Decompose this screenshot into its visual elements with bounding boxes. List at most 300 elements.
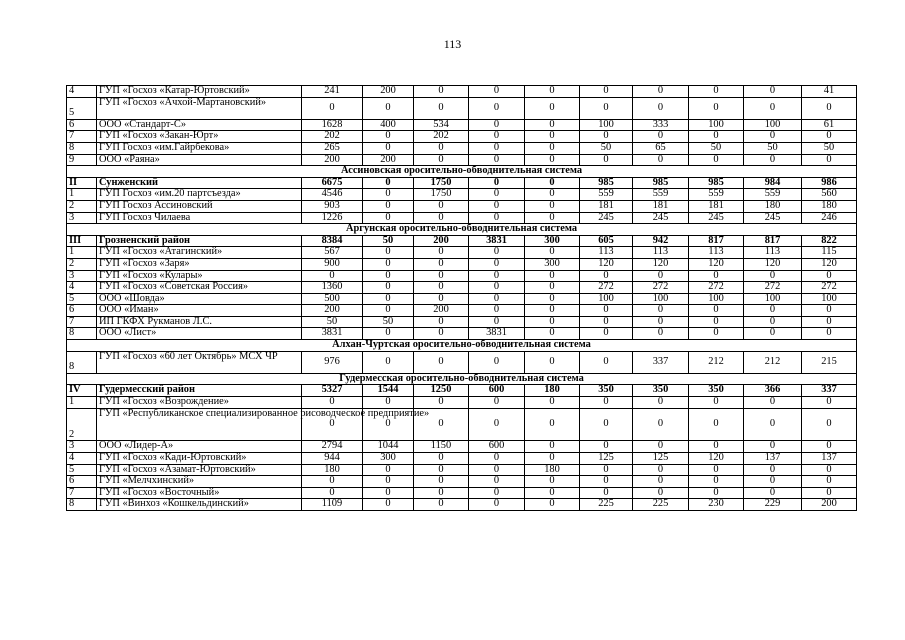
value-cell: 100 <box>689 119 744 131</box>
value-cell: 0 <box>469 86 525 98</box>
value-cell: 0 <box>689 476 744 488</box>
table-row <box>67 351 857 373</box>
section-header-row <box>67 340 857 352</box>
value-cell: 200 <box>302 305 363 317</box>
value-cell: 0 <box>469 464 525 476</box>
value-cell: 0 <box>469 305 525 317</box>
value-cell: 0 <box>744 328 802 340</box>
value-cell: 200 <box>302 154 363 166</box>
value-cell: 120 <box>633 258 689 270</box>
value-cell: 0 <box>802 316 857 328</box>
value-cell: 0 <box>414 328 469 340</box>
value-cell: 0 <box>633 476 689 488</box>
value-cell: 113 <box>633 247 689 259</box>
table-row <box>67 119 857 131</box>
value-cell: 0 <box>469 247 525 259</box>
enterprise-name: ГУП «Госхоз «Атагинский» <box>97 247 302 259</box>
enterprise-name: ГУП «Госхоз «Возрождение» <box>97 397 302 409</box>
value-cell: 0 <box>802 328 857 340</box>
value-cell: 0 <box>469 408 525 441</box>
value-cell: 0 <box>302 397 363 409</box>
table-row <box>67 408 857 441</box>
value-cell: 985 <box>689 177 744 189</box>
enterprise-name: ИП ГКФХ Рукманов Л.С. <box>97 316 302 328</box>
value-cell: 0 <box>580 328 633 340</box>
table-row <box>67 142 857 154</box>
value-cell: 0 <box>363 258 414 270</box>
value-cell: 0 <box>525 282 580 294</box>
row-number: 2 <box>67 200 97 212</box>
value-cell: 3831 <box>302 328 363 340</box>
enterprise-name: ГУП «Госхоз «Ачхой-Мартановский» <box>97 97 302 119</box>
value-cell: 0 <box>414 200 469 212</box>
value-cell: 0 <box>525 293 580 305</box>
value-cell: 272 <box>802 282 857 294</box>
section-header-row <box>67 373 857 385</box>
value-cell: 0 <box>580 351 633 373</box>
value-cell: 559 <box>689 189 744 201</box>
value-cell: 0 <box>414 316 469 328</box>
row-number: 1 <box>67 397 97 409</box>
enterprise-name: ГУП Госхоз «им.20 партсъезда» <box>97 189 302 201</box>
value-cell: 181 <box>633 200 689 212</box>
value-cell: 0 <box>802 441 857 453</box>
enterprise-name: ООО «Раяна» <box>97 154 302 166</box>
section-title: Гудермесская оросительно-обводнительная система <box>67 373 857 385</box>
value-cell: 0 <box>744 305 802 317</box>
value-cell: 0 <box>802 487 857 499</box>
value-cell: 0 <box>525 305 580 317</box>
value-cell: 0 <box>633 408 689 441</box>
value-cell: 559 <box>744 189 802 201</box>
value-cell: 0 <box>414 293 469 305</box>
value-cell: 0 <box>414 270 469 282</box>
value-cell: 0 <box>525 453 580 465</box>
value-cell: 1150 <box>414 441 469 453</box>
value-cell: 0 <box>414 258 469 270</box>
value-cell: 0 <box>469 97 525 119</box>
enterprise-name: ГУП «Республиканское специализированное рисоводческое предприятие» <box>97 408 302 441</box>
value-cell: 0 <box>580 464 633 476</box>
value-cell: 0 <box>469 316 525 328</box>
value-cell: 0 <box>525 212 580 224</box>
value-cell: 559 <box>580 189 633 201</box>
value-cell: 0 <box>363 200 414 212</box>
table-row <box>67 154 857 166</box>
value-cell: 0 <box>802 131 857 143</box>
value-cell: 100 <box>580 293 633 305</box>
value-cell: 65 <box>633 142 689 154</box>
value-cell: 50 <box>580 142 633 154</box>
section-title: Ассиновская оросительно-обводнительная система <box>67 166 857 178</box>
value-cell: 0 <box>580 441 633 453</box>
table-row <box>67 131 857 143</box>
value-cell: 0 <box>414 487 469 499</box>
value-cell: 0 <box>580 131 633 143</box>
value-cell: 0 <box>744 476 802 488</box>
value-cell: 0 <box>469 293 525 305</box>
value-cell: 0 <box>689 305 744 317</box>
value-cell: 1544 <box>363 385 414 397</box>
value-cell: 0 <box>469 200 525 212</box>
row-number: 7 <box>67 316 97 328</box>
value-cell: 0 <box>414 351 469 373</box>
value-cell: 0 <box>525 476 580 488</box>
enterprise-name: ГУП «Винхоз «Кошкельдинский» <box>97 499 302 511</box>
value-cell: 350 <box>633 385 689 397</box>
value-cell: 0 <box>302 97 363 119</box>
value-cell: 180 <box>525 464 580 476</box>
value-cell: 0 <box>363 397 414 409</box>
section-title: Алхан-Чуртская оросительно-обводнительная система <box>67 340 857 352</box>
value-cell: 0 <box>525 119 580 131</box>
enterprise-name: ООО «Лидер-А» <box>97 441 302 453</box>
value-cell: 0 <box>525 177 580 189</box>
value-cell: 120 <box>580 258 633 270</box>
value-cell: 8384 <box>302 235 363 247</box>
value-cell: 246 <box>802 212 857 224</box>
row-number: 8 <box>67 142 97 154</box>
value-cell: 100 <box>689 293 744 305</box>
enterprise-name: ГУП Госхоз «им.Гайрбекова» <box>97 142 302 154</box>
row-number: 3 <box>67 441 97 453</box>
value-cell: 0 <box>414 154 469 166</box>
value-cell: 817 <box>744 235 802 247</box>
value-cell: 0 <box>633 397 689 409</box>
value-cell: 4546 <box>302 189 363 201</box>
value-cell: 0 <box>744 316 802 328</box>
value-cell: 0 <box>525 142 580 154</box>
row-number: 1 <box>67 189 97 201</box>
value-cell: 0 <box>580 97 633 119</box>
value-cell: 0 <box>469 397 525 409</box>
value-cell: 300 <box>525 258 580 270</box>
value-cell: 50 <box>363 235 414 247</box>
value-cell: 272 <box>689 282 744 294</box>
value-cell: 113 <box>580 247 633 259</box>
value-cell: 0 <box>744 154 802 166</box>
value-cell: 0 <box>744 408 802 441</box>
value-cell: 0 <box>633 328 689 340</box>
value-cell: 115 <box>802 247 857 259</box>
value-cell: 1226 <box>302 212 363 224</box>
value-cell: 0 <box>802 476 857 488</box>
value-cell: 0 <box>302 476 363 488</box>
row-number: 8 <box>67 499 97 511</box>
value-cell: 0 <box>633 131 689 143</box>
value-cell: 0 <box>414 282 469 294</box>
value-cell: 125 <box>580 453 633 465</box>
value-cell: 0 <box>525 270 580 282</box>
table-row <box>67 476 857 488</box>
value-cell: 0 <box>689 328 744 340</box>
value-cell: 0 <box>689 408 744 441</box>
value-cell: 61 <box>802 119 857 131</box>
value-cell: 1044 <box>363 441 414 453</box>
value-cell: 0 <box>525 487 580 499</box>
value-cell: 0 <box>689 464 744 476</box>
value-cell: 0 <box>580 86 633 98</box>
value-cell: 0 <box>580 476 633 488</box>
table-row <box>67 316 857 328</box>
value-cell: 0 <box>363 177 414 189</box>
enterprise-name: ГУП «Госхоз «Азамат-Юртовский» <box>97 464 302 476</box>
value-cell: 0 <box>744 131 802 143</box>
value-cell: 0 <box>363 487 414 499</box>
value-cell: 0 <box>469 499 525 511</box>
value-cell: 50 <box>363 316 414 328</box>
table-row <box>67 258 857 270</box>
value-cell: 333 <box>633 119 689 131</box>
value-cell: 0 <box>363 212 414 224</box>
value-cell: 0 <box>802 464 857 476</box>
value-cell: 400 <box>363 119 414 131</box>
enterprise-name: ГУП «Госхоз «Заря» <box>97 258 302 270</box>
value-cell: 0 <box>689 131 744 143</box>
value-cell: 986 <box>802 177 857 189</box>
value-cell: 0 <box>414 499 469 511</box>
value-cell: 0 <box>469 131 525 143</box>
table-row <box>67 293 857 305</box>
table-row <box>67 97 857 119</box>
value-cell: 0 <box>525 408 580 441</box>
value-cell: 0 <box>414 212 469 224</box>
row-number: IV <box>67 385 97 397</box>
value-cell: 0 <box>580 316 633 328</box>
value-cell: 600 <box>469 385 525 397</box>
value-cell: 600 <box>469 441 525 453</box>
value-cell: 0 <box>633 316 689 328</box>
value-cell: 0 <box>744 86 802 98</box>
value-cell: 1250 <box>414 385 469 397</box>
value-cell: 0 <box>363 189 414 201</box>
value-cell: 0 <box>580 270 633 282</box>
row-number: 3 <box>67 212 97 224</box>
table-row <box>67 397 857 409</box>
value-cell: 0 <box>414 476 469 488</box>
value-cell: 241 <box>302 86 363 98</box>
value-cell: 245 <box>580 212 633 224</box>
value-cell: 0 <box>469 258 525 270</box>
value-cell: 0 <box>689 154 744 166</box>
value-cell: 272 <box>580 282 633 294</box>
value-cell: 0 <box>633 97 689 119</box>
enterprise-name: ГУП Госхоз Ассиновский <box>97 200 302 212</box>
value-cell: 215 <box>802 351 857 373</box>
enterprise-name: ГУП «Госхоз «Катар-Юртовский» <box>97 86 302 98</box>
value-cell: 900 <box>302 258 363 270</box>
value-cell: 337 <box>802 385 857 397</box>
value-cell: 0 <box>802 305 857 317</box>
value-cell: 0 <box>414 408 469 441</box>
value-cell: 100 <box>580 119 633 131</box>
value-cell: 0 <box>633 86 689 98</box>
value-cell: 180 <box>802 200 857 212</box>
row-number: 6 <box>67 119 97 131</box>
value-cell: 350 <box>689 385 744 397</box>
row-number: 8 <box>67 351 97 373</box>
value-cell: 0 <box>414 247 469 259</box>
value-cell: 0 <box>469 212 525 224</box>
enterprise-name: ГУП «Госхоз «60 лет Октябрь» МСХ ЧР <box>97 351 302 373</box>
enterprise-name: ГУП «Госхоз «Восточный» <box>97 487 302 499</box>
enterprise-name: ГУП «Госхоз «Советская Россия» <box>97 282 302 294</box>
value-cell: 120 <box>802 258 857 270</box>
value-cell: 0 <box>802 154 857 166</box>
value-cell: 0 <box>744 487 802 499</box>
enterprise-name: ГУП «Госхоз «Кади-Юртовский» <box>97 453 302 465</box>
table-row <box>67 305 857 317</box>
value-cell: 200 <box>414 235 469 247</box>
value-cell: 202 <box>414 131 469 143</box>
value-cell: 0 <box>469 270 525 282</box>
table-row <box>67 212 857 224</box>
value-cell: 0 <box>469 119 525 131</box>
value-cell: 120 <box>689 258 744 270</box>
value-cell: 272 <box>744 282 802 294</box>
value-cell: 0 <box>414 97 469 119</box>
row-number: 4 <box>67 86 97 98</box>
value-cell: 202 <box>302 131 363 143</box>
value-cell: 0 <box>802 270 857 282</box>
value-cell: 0 <box>363 131 414 143</box>
enterprise-name: Грозненский район <box>97 235 302 247</box>
section-header-row <box>67 224 857 236</box>
enterprise-name: Гудермесский район <box>97 385 302 397</box>
enterprise-name: ГУП «Госхоз «Кулары» <box>97 270 302 282</box>
value-cell: 0 <box>469 487 525 499</box>
value-cell: 0 <box>469 282 525 294</box>
value-cell: 605 <box>580 235 633 247</box>
enterprise-name: ГУП Госхоз Чилаева <box>97 212 302 224</box>
value-cell: 0 <box>689 397 744 409</box>
table-row <box>67 189 857 201</box>
value-cell: 245 <box>689 212 744 224</box>
value-cell: 0 <box>414 464 469 476</box>
value-cell: 559 <box>633 189 689 201</box>
value-cell: 0 <box>689 97 744 119</box>
value-cell: 200 <box>363 86 414 98</box>
value-cell: 0 <box>580 408 633 441</box>
value-cell: 1360 <box>302 282 363 294</box>
district-total-row <box>67 177 857 189</box>
value-cell: 0 <box>525 441 580 453</box>
value-cell: 0 <box>525 351 580 373</box>
value-cell: 0 <box>744 97 802 119</box>
value-cell: 0 <box>525 200 580 212</box>
value-cell: 0 <box>363 351 414 373</box>
value-cell: 0 <box>414 142 469 154</box>
value-cell: 0 <box>525 97 580 119</box>
row-number: 7 <box>67 131 97 143</box>
row-number: 5 <box>67 97 97 119</box>
value-cell: 0 <box>580 487 633 499</box>
value-cell: 0 <box>802 97 857 119</box>
value-cell: 0 <box>414 86 469 98</box>
value-cell: 0 <box>414 397 469 409</box>
value-cell: 0 <box>580 397 633 409</box>
value-cell: 0 <box>525 247 580 259</box>
value-cell: 0 <box>363 270 414 282</box>
value-cell: 0 <box>525 154 580 166</box>
value-cell: 0 <box>802 408 857 441</box>
value-cell: 0 <box>302 270 363 282</box>
value-cell: 0 <box>469 453 525 465</box>
district-total-row <box>67 385 857 397</box>
row-number: III <box>67 235 97 247</box>
value-cell: 265 <box>302 142 363 154</box>
table-row <box>67 328 857 340</box>
value-cell: 0 <box>633 305 689 317</box>
value-cell: 0 <box>633 441 689 453</box>
value-cell: 120 <box>689 453 744 465</box>
value-cell: 50 <box>689 142 744 154</box>
table-row <box>67 499 857 511</box>
value-cell: 822 <box>802 235 857 247</box>
page-number: 113 <box>443 37 462 51</box>
value-cell: 229 <box>744 499 802 511</box>
value-cell: 0 <box>363 408 414 441</box>
value-cell: 300 <box>525 235 580 247</box>
value-cell: 0 <box>633 487 689 499</box>
value-cell: 0 <box>689 441 744 453</box>
value-cell: 180 <box>302 464 363 476</box>
value-cell: 225 <box>580 499 633 511</box>
enterprise-name: ГУП «Мелчхинский» <box>97 476 302 488</box>
value-cell: 984 <box>744 177 802 189</box>
value-cell: 0 <box>580 305 633 317</box>
table-row <box>67 270 857 282</box>
value-cell: 180 <box>744 200 802 212</box>
value-cell: 0 <box>302 487 363 499</box>
value-cell: 0 <box>414 453 469 465</box>
value-cell: 0 <box>580 154 633 166</box>
value-cell: 0 <box>525 131 580 143</box>
value-cell: 0 <box>525 397 580 409</box>
value-cell: 366 <box>744 385 802 397</box>
value-cell: 272 <box>633 282 689 294</box>
value-cell: 100 <box>802 293 857 305</box>
value-cell: 817 <box>689 235 744 247</box>
value-cell: 0 <box>744 270 802 282</box>
value-cell: 50 <box>744 142 802 154</box>
value-cell: 113 <box>744 247 802 259</box>
value-cell: 1628 <box>302 119 363 131</box>
value-cell: 200 <box>802 499 857 511</box>
value-cell: 2794 <box>302 441 363 453</box>
value-cell: 1109 <box>302 499 363 511</box>
row-number: 4 <box>67 282 97 294</box>
value-cell: 225 <box>633 499 689 511</box>
value-cell: 0 <box>363 499 414 511</box>
table-row <box>67 453 857 465</box>
table-row <box>67 86 857 98</box>
value-cell: 300 <box>363 453 414 465</box>
value-cell: 181 <box>689 200 744 212</box>
table-row <box>67 487 857 499</box>
value-cell: 0 <box>633 464 689 476</box>
value-cell: 5327 <box>302 385 363 397</box>
value-cell: 181 <box>580 200 633 212</box>
table-row <box>67 247 857 259</box>
enterprise-name: Сунженский <box>97 177 302 189</box>
row-number: 1 <box>67 247 97 259</box>
value-cell: 337 <box>633 351 689 373</box>
value-cell: 0 <box>689 487 744 499</box>
value-cell: 245 <box>633 212 689 224</box>
value-cell: 944 <box>302 453 363 465</box>
value-cell: 903 <box>302 200 363 212</box>
